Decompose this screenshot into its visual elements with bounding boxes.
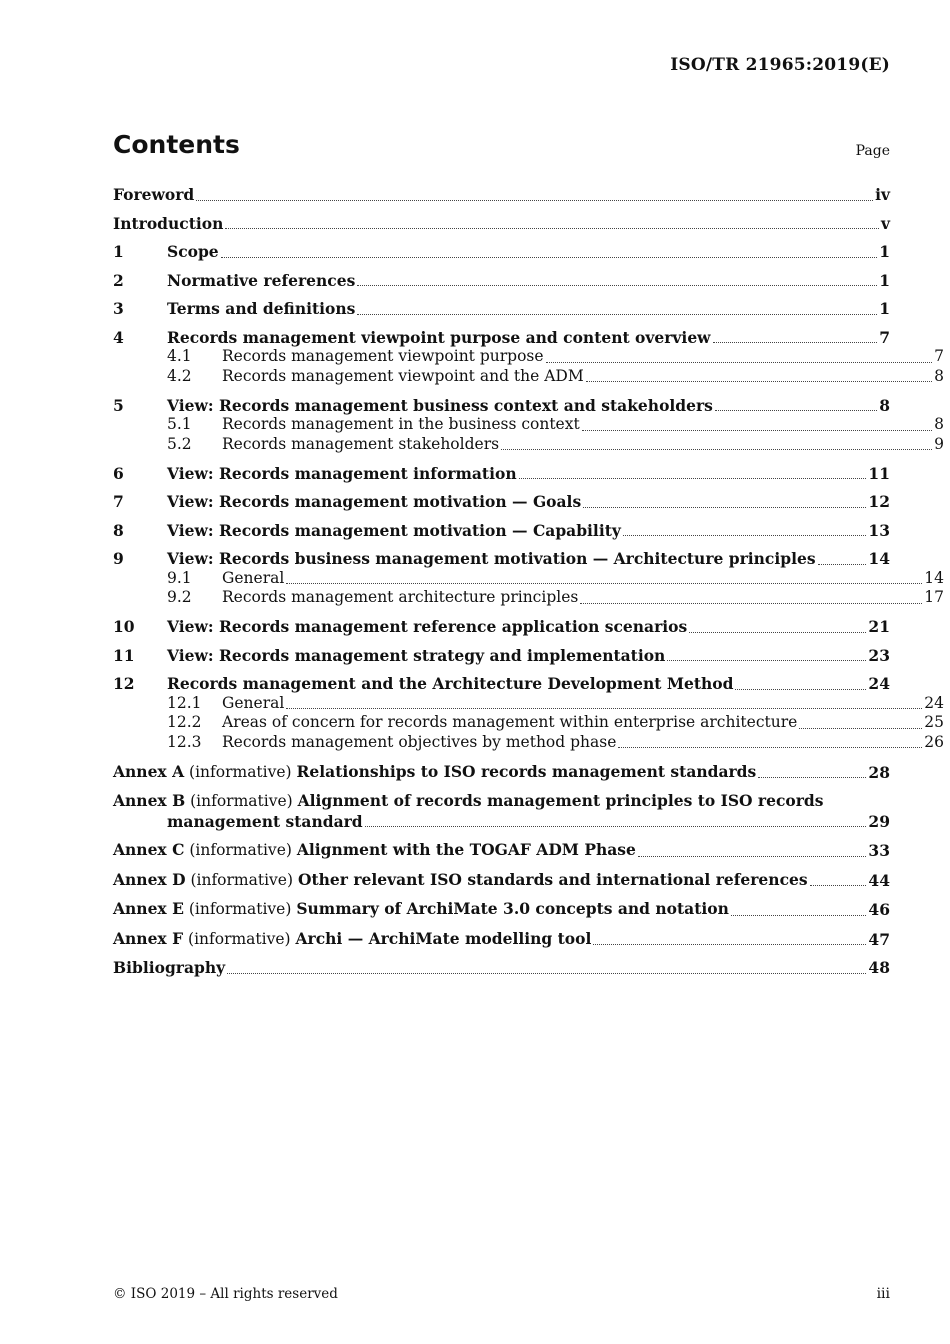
- toc-entry[interactable]: [113, 185, 890, 205]
- page-number: iii: [876, 1286, 890, 1302]
- toc-annex-label: [113, 899, 729, 920]
- toc-entry[interactable]: [113, 396, 890, 416]
- dot-leader: [818, 564, 867, 565]
- dot-leader: [731, 915, 867, 916]
- toc-page: 14: [868, 549, 890, 568]
- toc-label: Records management architecture principles: [222, 588, 579, 606]
- toc-number: 9: [113, 549, 124, 568]
- toc-page: 9: [934, 434, 944, 453]
- toc-label: View: Records management reference application scenarios: [167, 617, 688, 636]
- annex-id: Annex C: [113, 840, 185, 859]
- contents-heading-row: [113, 130, 890, 166]
- toc-label: Records management viewpoint purpose: [222, 347, 544, 365]
- toc-label: Records management objectives by method phase: [222, 732, 617, 751]
- toc-label: General: [222, 568, 285, 587]
- toc-label: Records management in the business context: [222, 415, 580, 433]
- dot-leader: [667, 660, 866, 661]
- dot-leader: [546, 362, 933, 363]
- toc-page: 47: [868, 929, 890, 949]
- toc-page: 1: [879, 299, 890, 318]
- toc-page: 12: [868, 492, 890, 511]
- toc-subentry[interactable]: [113, 569, 944, 589]
- toc-number: 11: [113, 645, 135, 665]
- toc-label: View: Records management motivation — Goals: [167, 492, 582, 511]
- toc-page: 26: [924, 732, 944, 751]
- toc-number: 9.1: [167, 568, 192, 587]
- toc-bibliography[interactable]: [113, 958, 890, 978]
- toc-number: 5: [113, 395, 124, 415]
- toc-subentry[interactable]: [113, 347, 944, 367]
- annex-title: Alignment with the TOGAF ADM Phase: [296, 840, 636, 859]
- toc-page: iv: [875, 185, 890, 204]
- dot-leader: [357, 314, 877, 315]
- toc-page: 8: [934, 415, 944, 433]
- toc-number: 3: [113, 299, 124, 318]
- toc-number: 12.3: [167, 732, 202, 751]
- dot-leader: [715, 410, 877, 411]
- dot-leader: [586, 381, 932, 382]
- annex-type: (informative): [188, 900, 292, 918]
- toc-page: 1: [879, 270, 890, 290]
- toc-page: 29: [868, 811, 890, 831]
- toc-number: 6: [113, 463, 124, 483]
- toc-annex-entry[interactable]: [113, 791, 890, 831]
- toc-number: 4: [113, 327, 124, 347]
- toc-annex-entry[interactable]: [113, 929, 890, 950]
- toc-label: Bibliography: [113, 958, 226, 977]
- dot-leader: [618, 747, 922, 748]
- toc-page: 23: [868, 645, 890, 665]
- annex-id: Annex F: [113, 928, 184, 948]
- toc-entry[interactable]: [113, 299, 890, 319]
- annex-id: Annex A: [113, 761, 185, 781]
- toc-entry[interactable]: [113, 674, 890, 694]
- dot-leader: [227, 973, 866, 974]
- toc-annex-entry[interactable]: [113, 899, 890, 920]
- toc-label: View: Records management strategy and implementation: [167, 645, 666, 665]
- annex-type: (informative): [188, 929, 291, 948]
- dot-leader: [357, 285, 877, 286]
- toc-page: 48: [868, 958, 890, 977]
- toc-page: 25: [924, 713, 944, 731]
- toc-page: 33: [868, 841, 890, 860]
- toc-entry[interactable]: [113, 271, 890, 291]
- annex-title: Alignment of records management principles to ISO records: [297, 791, 824, 810]
- toc-page: 1: [879, 242, 890, 261]
- dot-leader: [221, 257, 878, 258]
- toc-annex-label: [113, 762, 756, 783]
- annex-title: Relationships to ISO records management standards: [296, 761, 757, 781]
- toc-annex-entry[interactable]: [113, 840, 890, 861]
- dot-leader: [593, 944, 866, 945]
- toc-number: 4.2: [167, 366, 192, 385]
- annex-type: (informative): [189, 762, 292, 781]
- toc-page: 7: [934, 347, 944, 365]
- dot-leader: [286, 708, 922, 709]
- toc-entry[interactable]: [113, 214, 890, 234]
- toc-page: 8: [879, 395, 890, 415]
- dot-leader: [638, 856, 867, 857]
- toc-label: View: Records management business context and stakeholders: [167, 395, 713, 415]
- toc-number: 9.2: [167, 588, 192, 606]
- table-of-contents: [113, 185, 944, 978]
- toc-label: Records management stakeholders: [222, 434, 500, 453]
- toc-page: 17: [924, 588, 944, 606]
- toc-label: View: Records business management motivation — Architecture principles: [167, 549, 816, 568]
- toc-page: 21: [868, 617, 890, 636]
- annex-type: (informative): [190, 792, 293, 810]
- toc-subentry[interactable]: [113, 415, 944, 435]
- dot-leader: [713, 342, 878, 343]
- toc-page: 7: [879, 327, 890, 347]
- toc-entry[interactable]: [113, 492, 890, 512]
- dot-leader: [519, 478, 867, 479]
- toc-page: 11: [868, 463, 890, 483]
- annex-id: Annex E: [113, 899, 184, 918]
- toc-annex-label: [113, 870, 808, 891]
- dot-leader: [582, 430, 932, 431]
- copyright-notice: © ISO 2019 – All rights reserved: [113, 1286, 338, 1302]
- toc-entry[interactable]: [113, 242, 890, 262]
- dot-leader: [196, 200, 873, 201]
- annex-title: Summary of ArchiMate 3.0 concepts and notation: [296, 899, 729, 918]
- toc-subentry[interactable]: [113, 733, 944, 753]
- dot-leader: [225, 228, 879, 229]
- toc-label: Records management viewpoint purpose and content overview: [167, 327, 711, 347]
- toc-number: 4.1: [167, 347, 192, 365]
- toc-label: Normative references: [167, 270, 356, 290]
- dot-leader: [735, 689, 866, 690]
- toc-number: 1: [113, 242, 124, 261]
- toc-entry[interactable]: [113, 328, 890, 348]
- toc-number: 8: [113, 520, 124, 540]
- toc-page: 8: [934, 366, 944, 385]
- annex-title: Other relevant ISO standards and international references: [297, 869, 808, 889]
- annex-title: Archi — ArchiMate modelling tool: [295, 928, 592, 948]
- toc-subentry[interactable]: [113, 713, 944, 733]
- toc-page: 24: [868, 674, 890, 693]
- annex-id: Annex B: [113, 791, 186, 810]
- toc-label: General: [222, 693, 285, 712]
- dot-leader: [580, 603, 922, 604]
- toc-annex-label: [113, 840, 636, 861]
- toc-page: v: [880, 213, 890, 233]
- toc-page: 24: [924, 693, 944, 712]
- toc-number: 5.2: [167, 434, 192, 453]
- toc-number: 7: [113, 492, 124, 511]
- toc-number: 12.1: [167, 693, 202, 712]
- document-id: ISO/TR 21965:2019(E): [670, 55, 890, 75]
- toc-entry[interactable]: [113, 549, 890, 569]
- toc-label: Records management and the Architecture Development Method: [167, 674, 734, 693]
- toc-number: 12.2: [167, 713, 202, 731]
- toc-annex-label: [113, 791, 823, 812]
- annex-title-continued: management standard: [167, 811, 363, 831]
- toc-page: 44: [868, 870, 890, 890]
- toc-annex-entry[interactable]: [113, 762, 890, 783]
- toc-entry[interactable]: [113, 464, 890, 484]
- toc-entry[interactable]: [113, 617, 890, 637]
- toc-number: 2: [113, 270, 124, 290]
- dot-leader: [623, 535, 867, 536]
- toc-annex-label: [113, 929, 591, 950]
- page-column-label: Page: [855, 143, 890, 159]
- dot-leader: [799, 728, 922, 729]
- annex-id: Annex D: [113, 869, 186, 889]
- toc-page: 28: [868, 762, 890, 782]
- toc-label: Foreword: [113, 185, 195, 204]
- toc-label: View: Records management motivation — Capability: [167, 520, 621, 540]
- toc-number: 12: [113, 674, 135, 693]
- toc-number: 10: [113, 617, 135, 636]
- toc-subentry[interactable]: [113, 435, 944, 455]
- toc-annex-entry[interactable]: [113, 870, 890, 891]
- toc-subentry[interactable]: [113, 694, 944, 714]
- annex-type: (informative): [190, 870, 294, 889]
- toc-label: Terms and definitions: [167, 299, 356, 318]
- toc-page: 46: [868, 900, 890, 919]
- toc-label: View: Records management information: [167, 463, 517, 483]
- toc-page: 14: [924, 568, 944, 587]
- dot-leader: [810, 885, 867, 886]
- toc-label: Scope: [167, 242, 219, 261]
- toc-subentry[interactable]: [113, 588, 944, 608]
- dot-leader: [758, 777, 866, 778]
- dot-leader: [365, 826, 867, 827]
- toc-page: 13: [868, 520, 890, 540]
- toc-label: Records management viewpoint and the ADM: [222, 366, 584, 385]
- toc-subentry[interactable]: [113, 367, 944, 387]
- annex-type: (informative): [189, 841, 292, 859]
- dot-leader: [286, 583, 922, 584]
- toc-label: Introduction: [113, 213, 224, 233]
- dot-leader: [689, 632, 866, 633]
- toc-number: 5.1: [167, 415, 192, 433]
- toc-entry[interactable]: [113, 521, 890, 541]
- dot-leader: [583, 507, 866, 508]
- toc-label: Areas of concern for records management within enterprise architecture: [222, 713, 798, 731]
- toc-entry[interactable]: [113, 646, 890, 666]
- dot-leader: [501, 449, 932, 450]
- page-title: Contents: [113, 130, 240, 159]
